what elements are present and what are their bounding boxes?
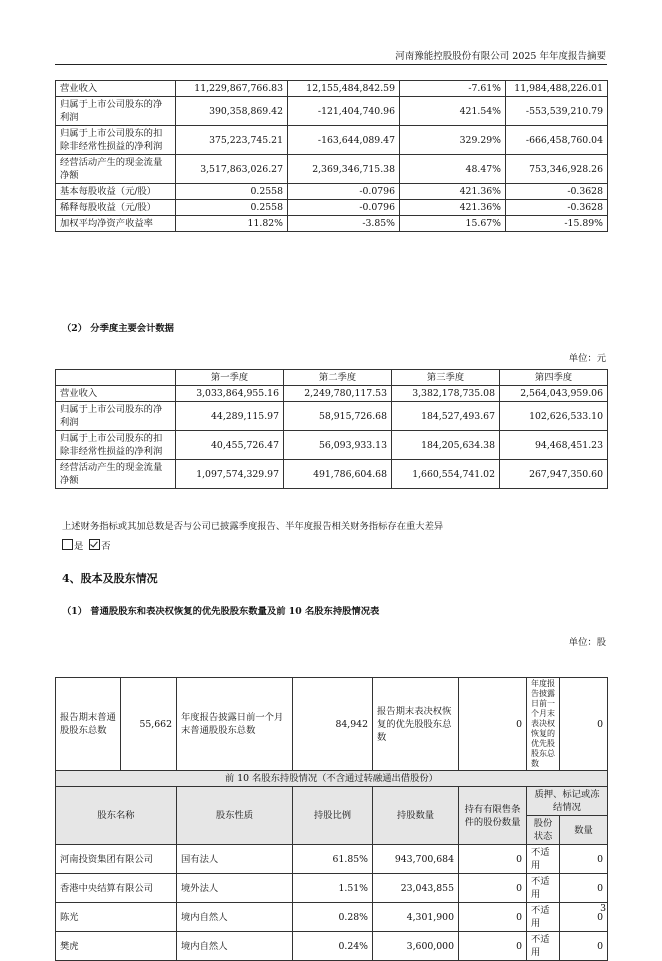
header-q2: 第二季度 <box>284 370 392 386</box>
col-restricted-shares: 持有有限售条件的股份数量 <box>459 787 527 845</box>
summary-value-1: 55,662 <box>121 678 177 771</box>
shareholder-name: 香港中央结算有限公司 <box>56 874 177 903</box>
share-status: 不适用 <box>527 845 560 874</box>
value-cell: 184,205,634.38 <box>392 431 500 460</box>
table-row <box>56 874 608 903</box>
shareholder-nature: 境内自然人 <box>177 903 293 932</box>
summary-value-4: 0 <box>560 678 608 771</box>
quarterly-section-title: （2） 分季度主要会计数据 <box>62 323 174 334</box>
share-status: 不适用 <box>527 903 560 932</box>
value-cell: 11,229,867,766.83 <box>176 81 288 97</box>
col-shareholder-nature: 股东性质 <box>177 787 293 845</box>
col-holding-ratio: 持股比例 <box>293 787 373 845</box>
holding-quantity: 23,043,855 <box>373 874 459 903</box>
yes-label: 是 <box>74 541 84 552</box>
shareholder-name: 河南投资集团有限公司 <box>56 845 177 874</box>
pledge-amount: 0 <box>560 932 608 961</box>
share-status: 不适用 <box>527 932 560 961</box>
value-cell: 2,249,780,117.53 <box>284 386 392 402</box>
table-row <box>56 126 608 155</box>
summary-label-4: 年度报告披露日前一个月末表决权恢复的优先股股东总数 <box>527 678 560 771</box>
header-q1: 第一季度 <box>176 370 284 386</box>
pledge-amount: 0 <box>560 874 608 903</box>
value-cell: 15.67% <box>400 216 506 232</box>
table-row <box>56 200 608 216</box>
top10-title-row <box>56 771 608 787</box>
value-cell: 48.47% <box>400 155 506 184</box>
holding-quantity: 4,301,900 <box>373 903 459 932</box>
value-cell: 2,564,043,959.06 <box>500 386 608 402</box>
value-cell: 102,626,533.10 <box>500 402 608 431</box>
row-label: 加权平均净资产收益率 <box>56 216 176 232</box>
restricted-shares: 0 <box>459 903 527 932</box>
value-cell: 44,289,115.97 <box>176 402 284 431</box>
shareholder-unit: 单位：股 <box>568 637 606 648</box>
no-label: 否 <box>101 541 111 552</box>
table-row <box>56 216 608 232</box>
quarterly-unit: 单位：元 <box>568 353 606 364</box>
col-share-status: 股份状态 <box>527 816 560 845</box>
summary-value-2: 84,942 <box>293 678 373 771</box>
summary-label-3: 报告期末表决权恢复的优先股股东总数 <box>373 678 459 771</box>
difference-note: 上述财务指标或其加总数是否与公司已披露季度报告、半年度报告相关财务指标存在重大差异 <box>62 521 444 532</box>
restricted-shares: 0 <box>459 932 527 961</box>
yes-checkbox[interactable] <box>62 539 73 550</box>
row-label: 经营活动产生的现金流量净额 <box>56 155 176 184</box>
value-cell: 184,527,493.67 <box>392 402 500 431</box>
holding-quantity: 3,600,000 <box>373 932 459 961</box>
table-row <box>56 97 608 126</box>
value-cell: -15.89% <box>506 216 608 232</box>
shareholder-nature: 境外法人 <box>177 874 293 903</box>
quarterly-data-table <box>55 369 608 489</box>
value-cell: 390,358,869.42 <box>176 97 288 126</box>
summary-label-2: 年度报告披露日前一个月末普通股股东总数 <box>177 678 293 771</box>
row-label: 稀释每股收益（元/股） <box>56 200 176 216</box>
pledge-amount: 0 <box>560 845 608 874</box>
value-cell: 3,517,863,026.27 <box>176 155 288 184</box>
share-status: 不适用 <box>527 874 560 903</box>
summary-label-1: 报告期末普通股股东总数 <box>56 678 121 771</box>
shareholder-table <box>55 677 608 961</box>
table-row <box>56 845 608 874</box>
table-row <box>56 81 608 97</box>
holding-ratio: 0.24% <box>293 932 373 961</box>
col-pledge-amount: 数量 <box>560 816 608 845</box>
restricted-shares: 0 <box>459 874 527 903</box>
value-cell: 3,033,864,955.16 <box>176 386 284 402</box>
value-cell: 267,947,350.60 <box>500 460 608 489</box>
col-pledge-status: 质押、标记或冻结情况 <box>527 787 608 816</box>
value-cell: 0.2558 <box>176 200 288 216</box>
shareholder-nature: 国有法人 <box>177 845 293 874</box>
value-cell: -0.3628 <box>506 200 608 216</box>
value-cell: 421.36% <box>400 200 506 216</box>
pledge-amount: 0 <box>560 903 608 932</box>
value-cell: 329.29% <box>400 126 506 155</box>
table-row <box>56 386 608 402</box>
holding-ratio: 0.28% <box>293 903 373 932</box>
value-cell: -0.0796 <box>288 184 400 200</box>
value-cell: 11.82% <box>176 216 288 232</box>
header-q4: 第四季度 <box>500 370 608 386</box>
value-cell: 94,468,451.23 <box>500 431 608 460</box>
value-cell: 1,097,574,329.97 <box>176 460 284 489</box>
holding-ratio: 1.51% <box>293 874 373 903</box>
section4-title: 4、股本及股东情况 <box>62 572 158 585</box>
document-header-title: 河南豫能控股股份有限公司 2025 年年度报告摘要 <box>395 51 606 62</box>
table-header-row <box>56 370 608 386</box>
value-cell: 58,915,726.68 <box>284 402 392 431</box>
table-row <box>56 184 608 200</box>
value-cell: -666,458,760.04 <box>506 126 608 155</box>
value-cell: -3.85% <box>288 216 400 232</box>
top10-title: 前 10 名股东持股情况（不含通过转融通出借股份） <box>56 771 608 787</box>
value-cell: 375,223,745.21 <box>176 126 288 155</box>
row-label: 归属于上市公司股东的扣除非经常性损益的净利润 <box>56 431 176 460</box>
value-cell: 1,660,554,741.02 <box>392 460 500 489</box>
value-cell: -0.0796 <box>288 200 400 216</box>
value-cell: -553,539,210.79 <box>506 97 608 126</box>
row-label: 基本每股收益（元/股） <box>56 184 176 200</box>
value-cell: -121,404,740.96 <box>288 97 400 126</box>
header-q3: 第三季度 <box>392 370 500 386</box>
shareholder-name: 樊虎 <box>56 932 177 961</box>
page-number: 3 <box>600 903 606 914</box>
top10-header-row <box>56 787 608 816</box>
shareholder-subtitle: （1） 普通股股东和表决权恢复的优先股股东数量及前 10 名股东持股情况表 <box>62 606 380 617</box>
value-cell: 11,984,488,226.01 <box>506 81 608 97</box>
header-empty-cell <box>56 370 176 386</box>
table-row <box>56 431 608 460</box>
row-label: 经营活动产生的现金流量净额 <box>56 460 176 489</box>
row-label: 归属于上市公司股东的净利润 <box>56 97 176 126</box>
value-cell: -7.61% <box>400 81 506 97</box>
restricted-shares: 0 <box>459 845 527 874</box>
table-row <box>56 155 608 184</box>
holding-ratio: 61.85% <box>293 845 373 874</box>
no-checkbox[interactable] <box>89 539 100 550</box>
table-row <box>56 402 608 431</box>
shareholder-nature: 境内自然人 <box>177 932 293 961</box>
value-cell: 421.36% <box>400 184 506 200</box>
holding-quantity: 943,700,684 <box>373 845 459 874</box>
value-cell: -0.3628 <box>506 184 608 200</box>
value-cell: 12,155,484,842.59 <box>288 81 400 97</box>
table-row <box>56 903 608 932</box>
value-cell: 3,382,178,735.08 <box>392 386 500 402</box>
row-label: 归属于上市公司股东的扣除非经常性损益的净利润 <box>56 126 176 155</box>
value-cell: 753,346,928.26 <box>506 155 608 184</box>
col-shareholder-name: 股东名称 <box>56 787 177 845</box>
summary-value-3: 0 <box>459 678 527 771</box>
value-cell: 40,455,726.47 <box>176 431 284 460</box>
row-label: 归属于上市公司股东的净利润 <box>56 402 176 431</box>
header-divider <box>55 64 607 65</box>
annual-data-table <box>55 80 608 232</box>
col-holding-quantity: 持股数量 <box>373 787 459 845</box>
value-cell: 421.54% <box>400 97 506 126</box>
row-label: 营业收入 <box>56 81 176 97</box>
shareholder-summary-row <box>56 678 608 771</box>
shareholder-name: 陈光 <box>56 903 177 932</box>
row-label: 营业收入 <box>56 386 176 402</box>
difference-options <box>62 538 111 552</box>
value-cell: 491,786,604.68 <box>284 460 392 489</box>
value-cell: -163,644,089.47 <box>288 126 400 155</box>
value-cell: 56,093,933.13 <box>284 431 392 460</box>
value-cell: 2,369,346,715.38 <box>288 155 400 184</box>
value-cell: 0.2558 <box>176 184 288 200</box>
table-row <box>56 460 608 489</box>
